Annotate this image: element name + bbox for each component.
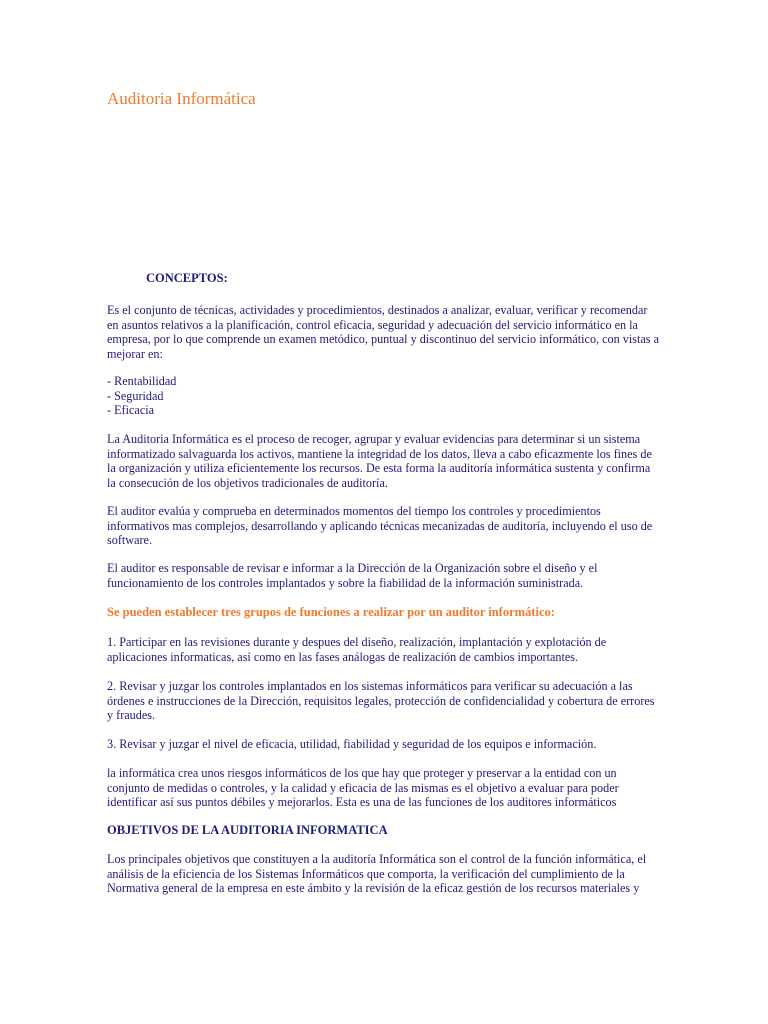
intro-paragraph: Es el conjunto de técnicas, actividades y procedimientos, destinados a analizar, evaluar, verificar y recomendar en asuntos relativos a la planificación, control eficacia, seguridad y adecuación del servicio informático en la empresa, por lo que comprende un examen metódico, puntual y discontinuo del servicio informático, con vistas a mejorar en: (107, 303, 660, 361)
definition-paragraph: La Auditoria Informática es el proceso de recoger, agrupar y evaluar evidencias para determinar si un sistema informatizado salvaguarda los activos, mantiene la integridad de los datos, lleva a cabo eficazmente los fines de la organización y utiliza eficientemente los recursos. De esta forma la auditoría informática sustenta y confirma la consecución de los objetivos tradicionales de auditoría. (107, 432, 652, 490)
goal-item-eficacia: - Eficacia (107, 403, 155, 418)
functions-heading: Se pueden establecer tres grupos de funciones a realizar por un auditor informático: (107, 605, 555, 619)
goal-item-seguridad: - Seguridad (107, 388, 164, 403)
goal-item-rentabilidad: - Rentabilidad (107, 374, 177, 388)
objetivos-heading: OBJETIVOS DE LA AUDITORIA INFORMATICA (107, 823, 388, 837)
riesgos-paragraph: la informática crea unos riesgos informáticos de los que hay que proteger y preservar a la entidad con un conjunto de medidas o controles, y la calidad y eficacia de las mismas es el objetivo a evaluar para poder identificar así sus puntos débiles y mejorarlos. Esta es una de las funciones de los auditores informáticos (107, 766, 619, 810)
objetivos-paragraph: Los principales objetivos que constituyen a la auditoría Informática son el control de la función informática, el análisis de la eficiencia de los Sistemas Informáticos que comporta, la verificación del cumplimiento de la Normativa general de la empresa en este ámbito y la revisión de la eficaz gestión de los recursos materiales y (107, 852, 647, 896)
auditor-responsable-paragraph: El auditor es responsable de revisar e informar a la Dirección de la Organización sobre el diseño y el funcionamiento de los controles implantados y sobre la fiabilidad de la información suministrada. (107, 561, 598, 590)
goals-list (107, 374, 176, 418)
function-3-paragraph: 3. Revisar y juzgar el nivel de eficacia, utilidad, fiabilidad y seguridad de los equipos e información. (107, 737, 597, 751)
auditor-evalua-paragraph: El auditor evalúa y comprueba en determinados momentos del tiempo los controles y procedimientos informativos mas complejos, desarrollando y aplicando técnicas mecanizadas de auditoría, incluyendo el uso de software. (107, 504, 653, 548)
document-title: Auditoria Informática (107, 89, 256, 108)
function-2-paragraph: 2. Revisar y juzgar los controles implantados en los sistemas informáticos para verificar su adecuación a las órdenes e instrucciones de la Dirección, requisitos legales, protección de confidencialidad y cobertura de errores y fraudes. (107, 679, 655, 723)
conceptos-heading: CONCEPTOS: (146, 271, 228, 285)
function-1-paragraph: 1. Participar en las revisiones durante y despues del diseño, realización, implantación y explotación de aplicaciones informaticas, así como en las fases análogas de realización de cambios importantes. (107, 635, 607, 664)
